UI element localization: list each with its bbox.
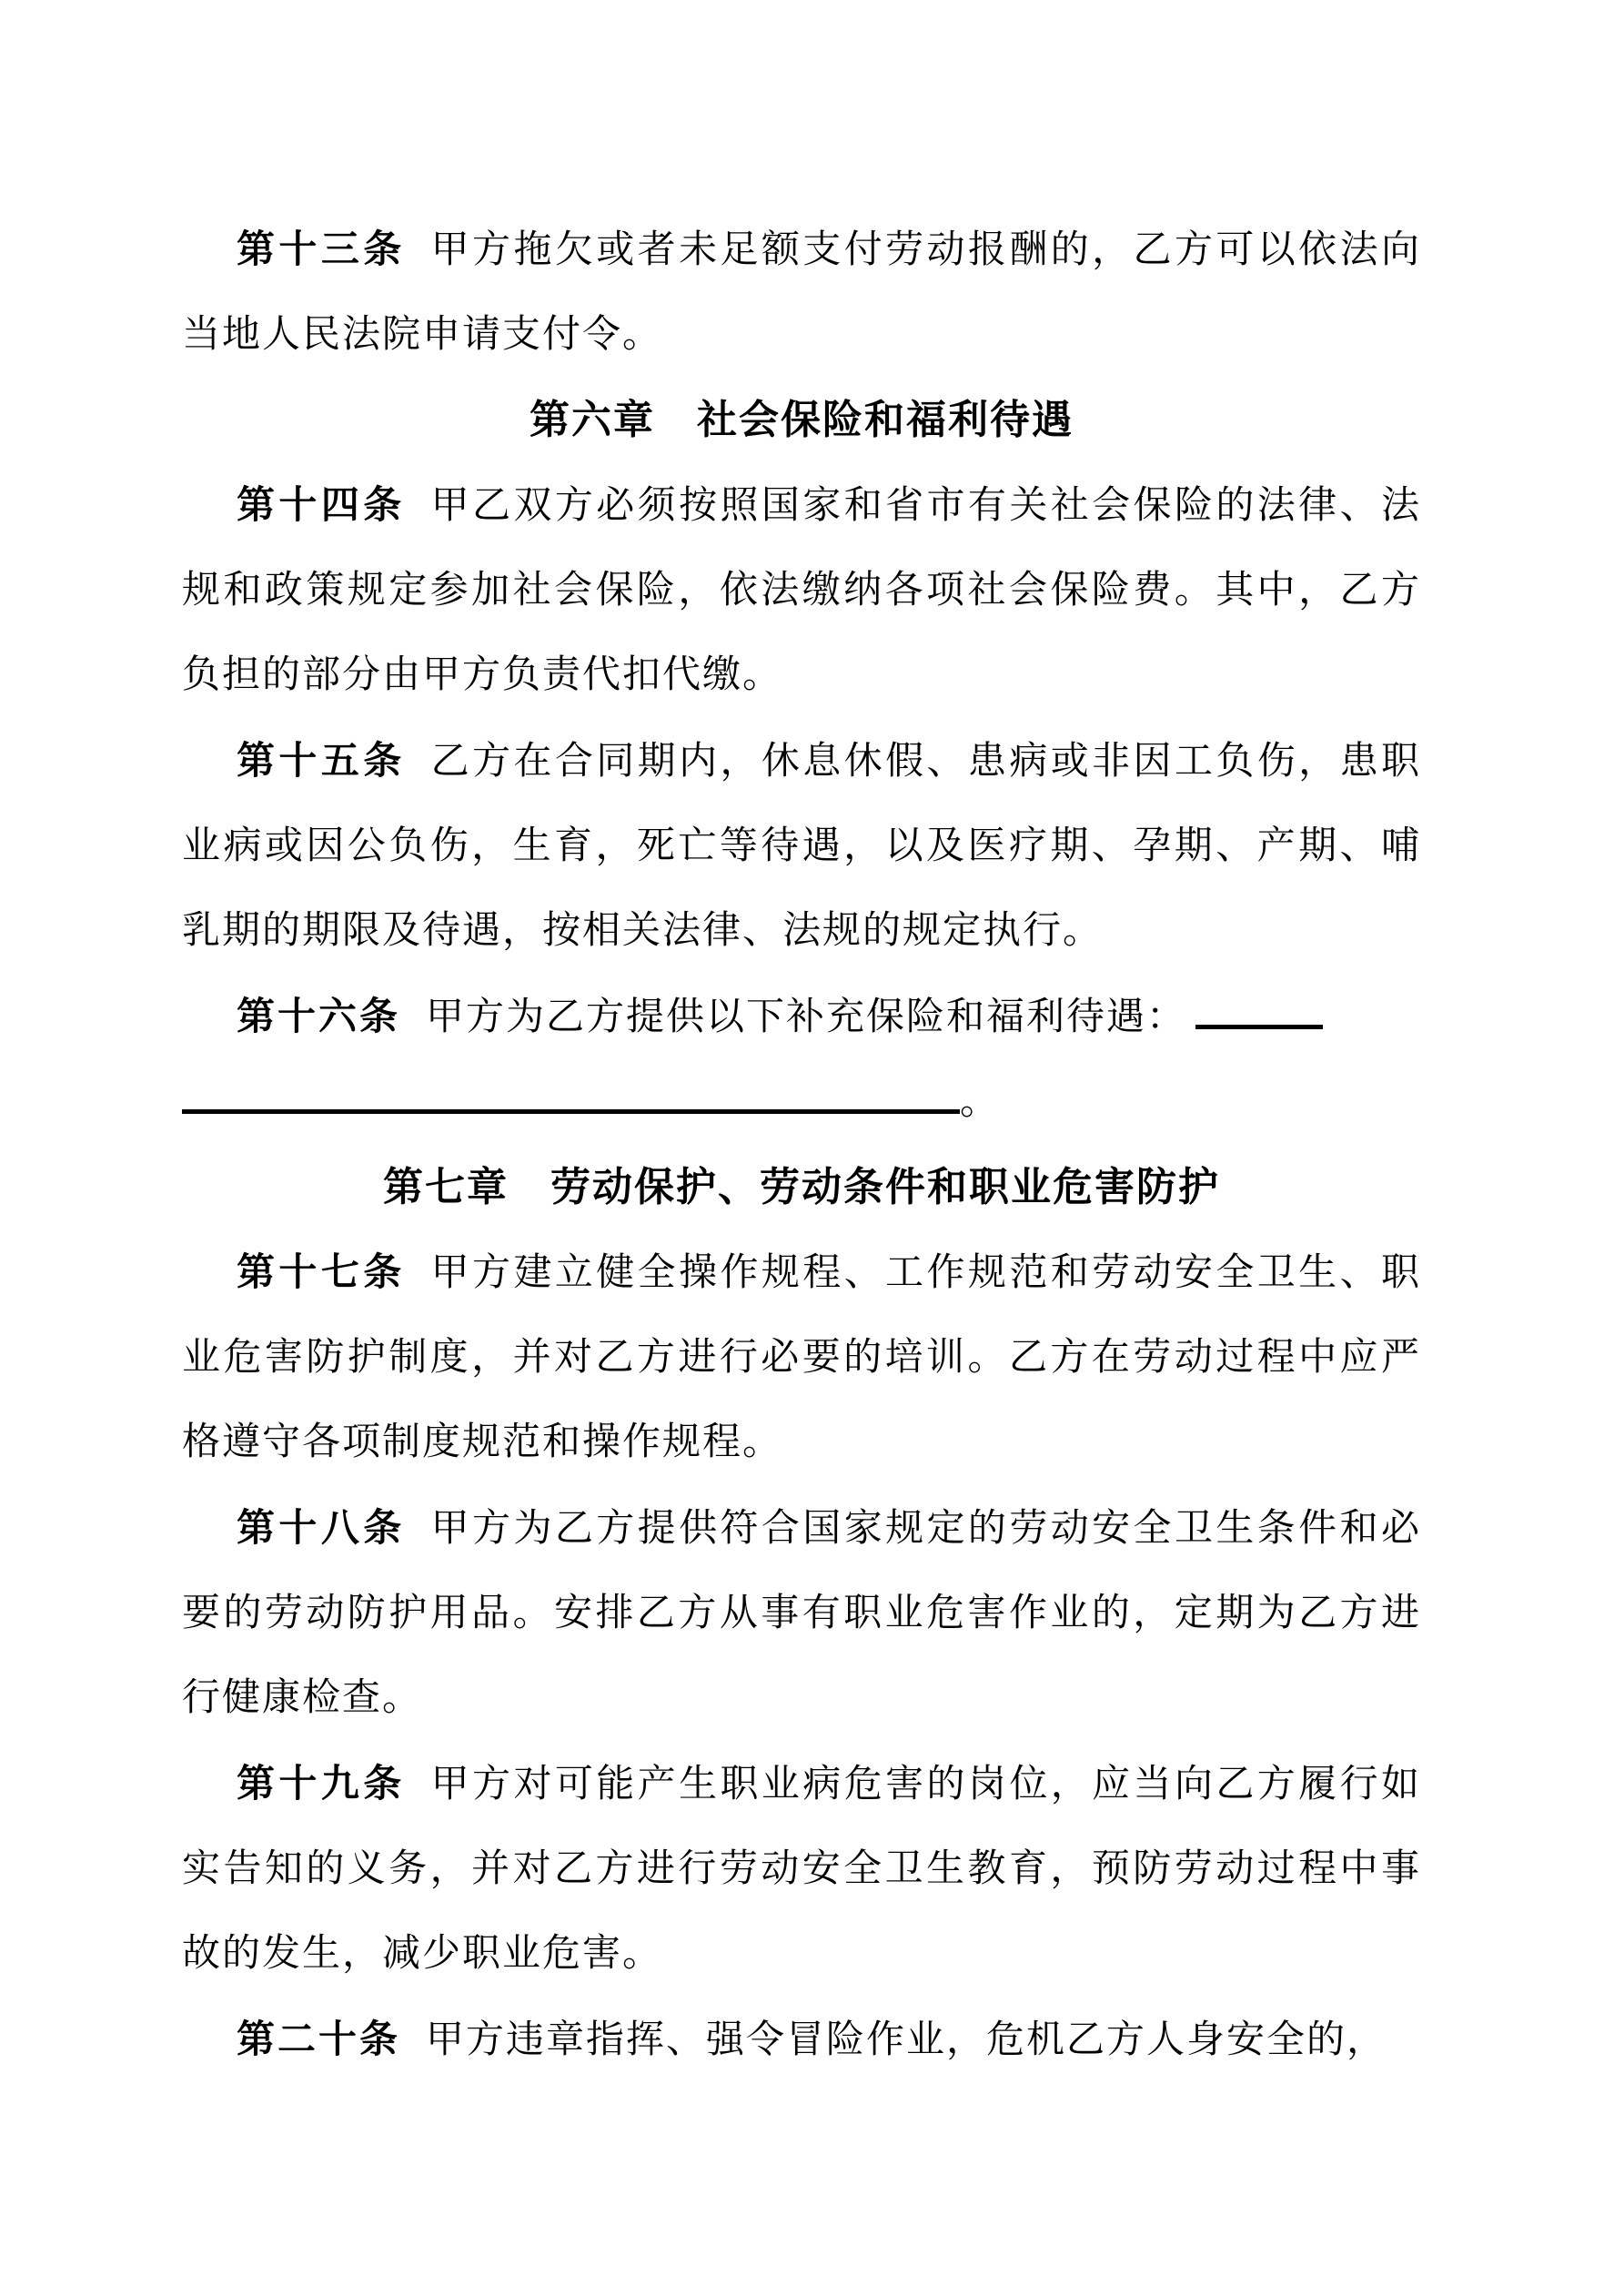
chapter-heading: 第七章 劳动保护、劳动条件和职业危害防护 [383,1165,1220,1209]
article-text-suffix: 。 [960,1081,1001,1123]
article-text: 甲方为乙方提供以下补充保险和福利待遇： [426,996,1187,1038]
article-text: 甲方对可能产生职业病危害的岗位，应当向乙方履行如实告知的义务，并对乙方进行劳动安全卫生教育，预防劳动过程中事故的发生，减少职业危害。 [182,1764,1421,1975]
article-paragraph [182,207,1421,378]
article-paragraph [182,462,1421,718]
article-text: 乙方在合同期内，休息休假、患病或非因工负伤，患职业病或因公负伤，生育，死亡等待遇，以及医疗期、孕期、产期、哺乳期的期限及待遇，按相关法律、法规的规定执行。 [182,741,1421,952]
article-number: 第十三条 [237,228,406,270]
article-number: 第十六条 [237,995,401,1037]
article-text: 甲方为乙方提供符合国家规定的劳动安全卫生条件和必要的劳动防护用品。安排乙方从事有职业危害作业的，定期为乙方进行健康检查。 [182,1508,1421,1719]
fill-in-blank-short [1195,990,1323,1029]
article-paragraph [182,718,1421,974]
chapter-heading: 第六章 社会保险和福利待遇 [530,398,1074,442]
article-text: 甲方建立健全操作规程、工作规范和劳动安全卫生、职业危害防护制度，并对乙方进行必要的培训。乙方在劳动过程中应严格遵守各项制度规范和操作规程。 [182,1252,1421,1463]
fill-in-blank-long [182,1075,960,1114]
article-text: 甲方违章指挥、强令冒险作业，危机乙方人身安全的， [426,2019,1387,2061]
article-number: 第十五条 [237,739,406,782]
article-text: 甲方拖欠或者未足额支付劳动报酬的，乙方可以依法向当地人民法院申请支付令。 [182,229,1421,356]
article-number: 第十九条 [237,1762,406,1805]
article-number: 第二十条 [237,2018,401,2060]
article-paragraph [182,1229,1421,1485]
article-paragraph [182,1741,1421,1997]
article-number: 第十四条 [237,483,406,526]
article-paragraph [182,1485,1421,1741]
contract-text-body [182,207,1421,2083]
article-paragraph [182,1997,1421,2083]
article-number: 第十八条 [237,1506,406,1549]
article-number: 第十七条 [237,1250,406,1293]
article-paragraph [182,974,1421,1145]
article-text: 甲乙双方必须按照国家和省市有关社会保险的法律、法规和政策规定参加社会保险，依法缴纳各项社会保险费。其中，乙方负担的部分由甲方负责代扣代缴。 [182,485,1421,696]
